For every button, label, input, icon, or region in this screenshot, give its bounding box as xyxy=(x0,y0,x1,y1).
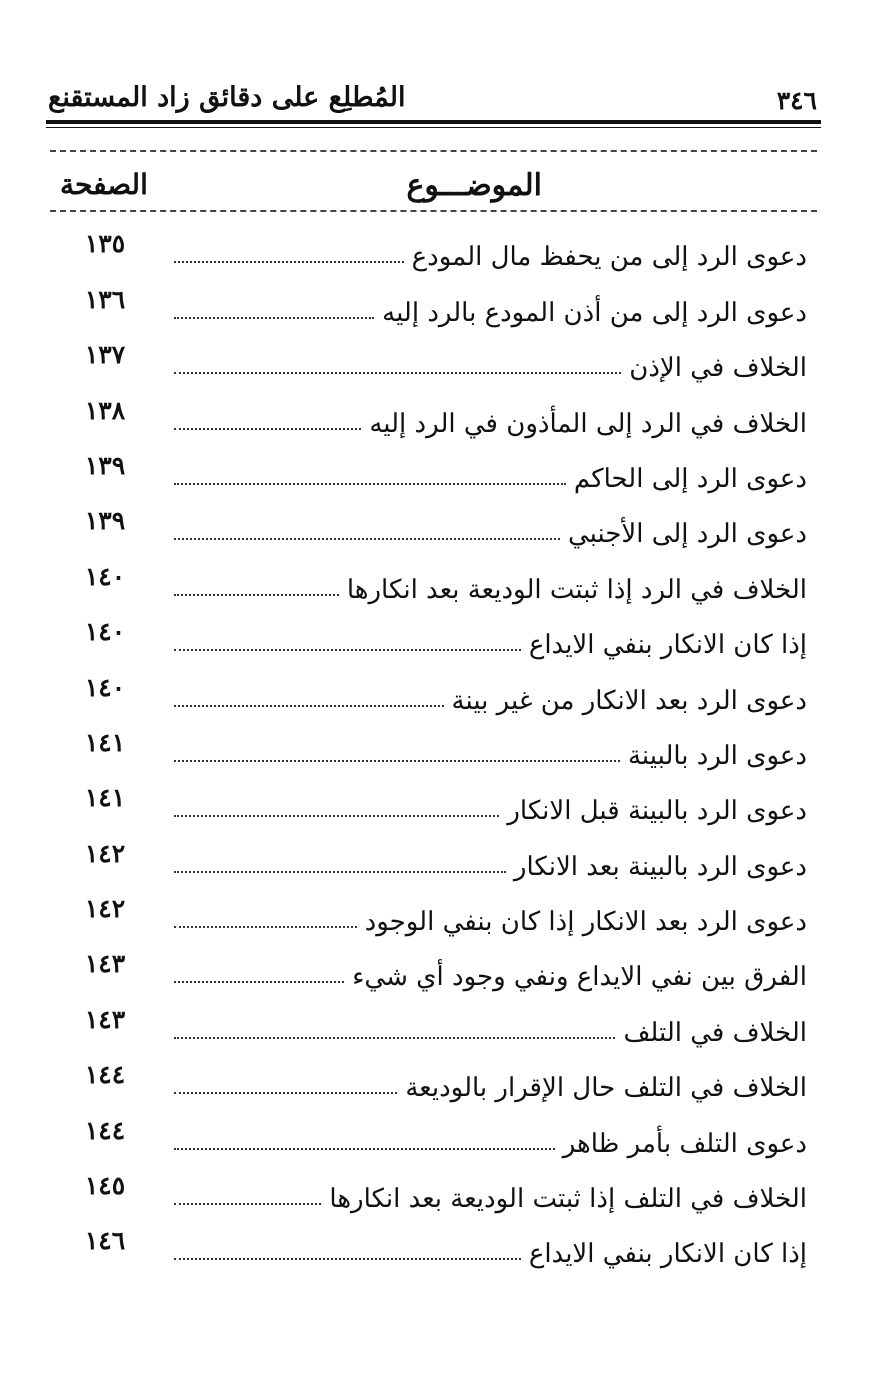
toc-entry-title: دعوى الرد إلى الأجنبي xyxy=(567,519,807,550)
toc-entry xyxy=(50,272,807,327)
page-column-heading: الصفحة xyxy=(60,168,148,201)
toc-entry-page: ١٣٩ xyxy=(84,506,126,536)
toc-entry-title: الفرق بين نفي الايداع ونفي وجود أي شيء xyxy=(352,962,807,993)
toc-entry-page: ١٤٠ xyxy=(84,617,126,647)
toc-entry xyxy=(50,328,807,383)
toc-entry xyxy=(50,605,807,660)
toc-entry-page: ١٤١ xyxy=(84,783,126,813)
dot-leader xyxy=(174,1258,521,1260)
toc-entry-page: ١٤١ xyxy=(84,727,126,757)
dot-leader xyxy=(174,317,374,319)
toc-entry xyxy=(50,992,807,1047)
toc-entry-title: الخلاف في الإذن xyxy=(629,353,807,384)
toc-entry-title: إذا كان الانكار بنفي الايداع xyxy=(528,630,807,661)
toc-entry-page: ١٣٦ xyxy=(84,284,126,314)
dot-leader xyxy=(174,372,621,374)
toc-entry-title: دعوى الرد بعد الانكار من غير بينة xyxy=(451,685,807,716)
toc-list xyxy=(50,217,807,1269)
toc-entry-page: ١٣٨ xyxy=(84,395,126,425)
toc-entry-page: ١٤٣ xyxy=(84,1004,126,1034)
dot-leader xyxy=(174,705,444,707)
dot-leader xyxy=(174,1092,397,1094)
dot-leader xyxy=(174,483,566,485)
toc-entry xyxy=(50,826,807,881)
toc-entry-title: دعوى التلف بأمر ظاهر xyxy=(562,1128,807,1159)
dot-leader xyxy=(174,594,339,596)
dot-leader xyxy=(174,871,506,873)
dot-leader xyxy=(174,261,404,263)
toc-entry-title: دعوى الرد إلى الحاكم xyxy=(573,463,807,494)
toc-entry-page: ١٣٧ xyxy=(84,340,126,370)
dot-leader xyxy=(174,926,357,928)
toc-entry xyxy=(50,1159,807,1214)
toc-entry xyxy=(50,937,807,992)
toc-entry-title: دعوى الرد إلى من أذن المودع بالرد إليه xyxy=(382,297,807,328)
toc-entry xyxy=(50,660,807,715)
toc-entry-title: الخلاف في التلف حال الإقرار بالوديعة xyxy=(405,1073,807,1104)
toc-entry-page: ١٤٠ xyxy=(84,561,126,591)
dot-leader xyxy=(174,1148,555,1150)
toc-entry-page: ١٣٩ xyxy=(84,450,126,480)
dot-leader xyxy=(174,981,344,983)
dot-leader xyxy=(174,1037,615,1039)
columns-bottom-divider xyxy=(50,210,817,212)
dot-leader xyxy=(174,649,521,651)
toc-entry-title: الخلاف في الرد إذا ثبتت الوديعة بعد انكارها xyxy=(346,574,807,605)
toc-entry-title: دعوى الرد بالبينة بعد الانكار xyxy=(513,851,807,882)
toc-entry xyxy=(50,771,807,826)
toc-entry-title: الخلاف في التلف إذا ثبتت الوديعة بعد انكارها xyxy=(329,1184,807,1215)
toc-entry-title: الخلاف في التلف xyxy=(623,1017,807,1048)
toc-entry-title: دعوى الرد بعد الانكار إذا كان بنفي الوجود xyxy=(364,907,807,938)
toc-entry-title: دعوى الرد بالبينة xyxy=(627,740,807,771)
toc-entry xyxy=(50,1048,807,1103)
header-rule-thick xyxy=(46,120,821,124)
toc-entry-title: دعوى الرد إلى من يحفظ مال المودع xyxy=(411,242,807,273)
toc-entry xyxy=(50,439,807,494)
toc-columns-header xyxy=(50,160,817,210)
dot-leader xyxy=(174,1203,321,1205)
header-rule-thin xyxy=(46,127,821,128)
running-header xyxy=(48,74,817,120)
book-title: المُطلِع على دقائق زاد المستقنع xyxy=(48,82,406,113)
topic-column-heading: الموضـــوع xyxy=(406,168,542,203)
toc-entry xyxy=(50,383,807,438)
toc-entry-page: ١٤٤ xyxy=(84,1115,126,1145)
toc-entry-title: الخلاف في الرد إلى المأذون في الرد إليه xyxy=(369,408,807,439)
dot-leader xyxy=(174,428,361,430)
dot-leader xyxy=(174,760,620,762)
toc-entry-page: ١٤٥ xyxy=(84,1171,126,1201)
toc-entry-page: ١٤٠ xyxy=(84,672,126,702)
toc-entry xyxy=(50,217,807,272)
toc-entry-title: دعوى الرد بالبينة قبل الانكار xyxy=(507,796,807,827)
toc-entry xyxy=(50,494,807,549)
toc-entry xyxy=(50,1214,807,1269)
toc-entry-page: ١٤٢ xyxy=(84,894,126,924)
toc-entry xyxy=(50,882,807,937)
toc-entry xyxy=(50,1103,807,1158)
toc-entry xyxy=(50,716,807,771)
dot-leader xyxy=(174,538,560,540)
toc-entry xyxy=(50,549,807,604)
dot-leader xyxy=(174,815,499,817)
toc-entry-title: إذا كان الانكار بنفي الايداع xyxy=(528,1239,807,1270)
toc-entry-page: ١٤٣ xyxy=(84,949,126,979)
toc-entry-page: ١٤٢ xyxy=(84,838,126,868)
columns-top-divider xyxy=(50,150,817,152)
toc-entry-page: ١٤٦ xyxy=(84,1226,126,1256)
page-number: ٣٤٦ xyxy=(776,86,817,115)
toc-entry-page: ١٤٤ xyxy=(84,1060,126,1090)
toc-entry-page: ١٣٥ xyxy=(84,229,126,259)
